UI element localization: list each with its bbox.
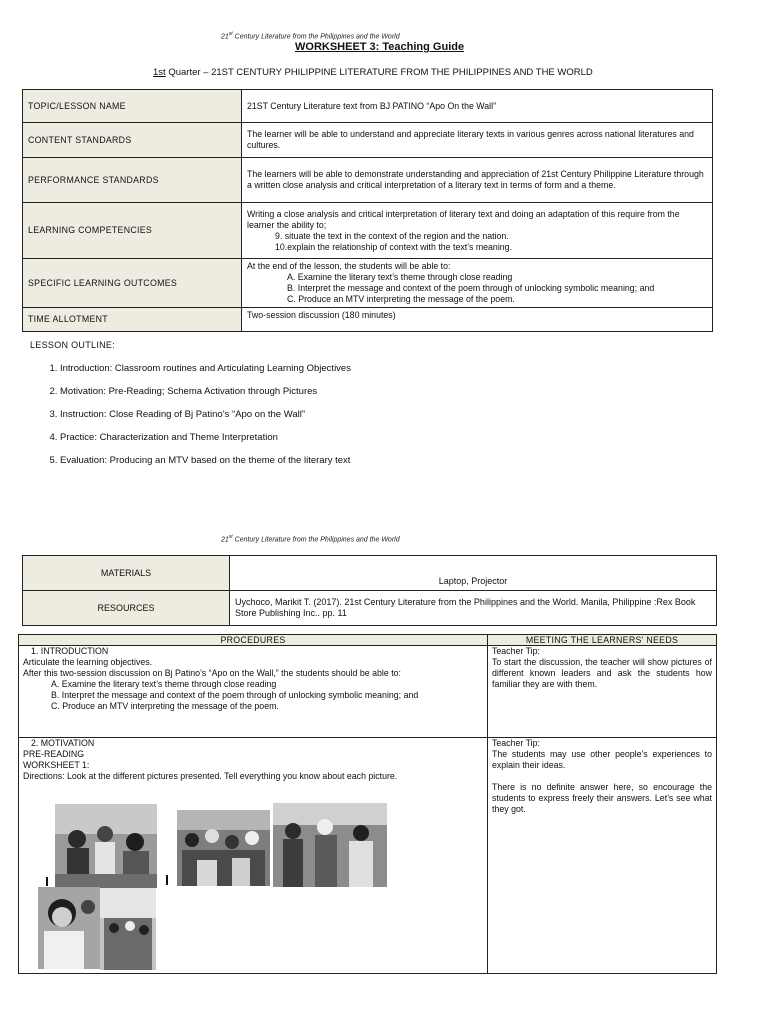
divider: [166, 875, 168, 885]
divider: [46, 877, 48, 886]
teacher-tip-text: The students may use other people’s experiences to explain their ideas.: [492, 749, 712, 770]
historical-photo: [100, 888, 156, 970]
motivation-tip-cell: [488, 738, 717, 974]
introduction-cell: [19, 646, 488, 738]
teacher-tip-label: Teacher Tip:: [492, 646, 540, 656]
row-label: SPECIFIC LEARNING OUTCOMES: [23, 259, 242, 308]
row-content: The learner will be able to understand and appreciate literary texts in various genres across national literatures and cultures.: [242, 123, 713, 158]
table-row: [23, 90, 713, 123]
photo-graphic: [55, 804, 157, 888]
teacher-tip-text: To start the discussion, the teacher will show pictures of different known leaders and ask the students how familiar they are with them.: [492, 657, 712, 689]
row-content: [242, 203, 713, 259]
row-label: PERFORMANCE STANDARDS: [23, 158, 242, 203]
running-header: 21st Century Literature from the Philippines and the World: [221, 31, 400, 41]
introduction-tip-cell: [488, 646, 717, 738]
materials-value: Laptop, Projector: [230, 556, 717, 591]
objective-item: B. Interpret the message and context of the poem through of unlocking symbolic meaning; and: [51, 690, 419, 700]
objective-item: C. Produce an MTV interpreting the message of the poem.: [51, 701, 279, 711]
historical-photo: [55, 804, 157, 888]
outcome-item: B. Interpret the message and context of the poem through of unlocking symbolic meaning; and: [287, 283, 655, 293]
procedures-header: PROCEDURES: [19, 635, 488, 646]
objective-item: A. Examine the literary text’s theme through close reading: [51, 679, 277, 689]
quarter-heading: [153, 67, 593, 78]
table-row: [23, 591, 717, 626]
list-item: 1. Introduction: Classroom routines and Articulating Learning Objectives: [60, 363, 600, 386]
resources-value: Uychoco, Marikit T. (2017). 21st Century Literature from the Philippines and the World. Manila, Philippine :Rex Book Store Publishing Inc.. pp. 11: [230, 591, 717, 626]
row-label: TIME ALLOTMENT: [23, 308, 242, 332]
pre-reading-label: PRE-READING: [23, 749, 85, 759]
table-row: [23, 203, 713, 259]
lesson-outline: [40, 363, 600, 478]
row-label: LEARNING COMPETENCIES: [23, 203, 242, 259]
table-row: [23, 308, 713, 332]
photo-graphic: [177, 810, 270, 886]
worksheet-title: WORKSHEET 3: Teaching Guide: [295, 41, 465, 53]
running-header: 21st Century Literature from the Philippines and the World: [221, 534, 400, 544]
competency-item: 10.explain the relationship of context with the text’s meaning.: [275, 241, 513, 252]
photo-graphic: [100, 888, 156, 970]
lesson-outline-title: LESSON OUTLINE:: [30, 340, 116, 350]
intro-line: Articulate the learning objectives.: [23, 657, 153, 667]
lesson-info-table: [22, 89, 713, 332]
photo-graphic: [273, 803, 387, 887]
worksheet-label: WORKSHEET 1:: [23, 760, 90, 770]
resources-label: RESOURCES: [23, 591, 230, 626]
row-content: 21ST Century Literature text from BJ PATINO “Apo On the Wall”: [242, 90, 713, 123]
table-row: [19, 635, 717, 646]
row-content: [242, 259, 713, 308]
competency-item: 9. situate the text in the context of the region and the nation.: [275, 230, 509, 241]
outcome-item: A. Examine the literary text’s theme through close reading: [287, 272, 513, 282]
historical-photo: [38, 887, 100, 969]
row-content: The learners will be able to demonstrate understanding and appreciation of 21st Century Philippine Literature through a written close analysis and critical interpretation of a literary text in terms of form and a theme.: [242, 158, 713, 203]
learners-needs-header: MEETING THE LEARNERS’ NEEDS: [488, 635, 717, 646]
list-item: 2. Motivation: Pre-Reading; Schema Activation through Pictures: [60, 386, 600, 409]
section-heading: 1. INTRODUCTION: [31, 646, 109, 656]
table-row: [19, 646, 717, 738]
teacher-tip-text: There is no definite answer here, so encourage the students to express freely their answers. Let’s see what they got.: [492, 782, 712, 814]
intro-line: After this two-session discussion on Bj Patino’s “Apo on the Wall,” the students should be able to:: [23, 668, 401, 678]
materials-label: MATERIALS: [23, 556, 230, 591]
photo-graphic: [38, 887, 100, 969]
quarter-subject: Quarter – 21ST CENTURY PHILIPPINE LITERATURE FROM THE PHILIPPINES AND THE WORLD: [165, 67, 593, 78]
competency-intro: Writing a close analysis and critical interpretation of literary text and doing an adaptation of this require from the learner the ability to;: [247, 208, 680, 230]
row-content: Two-session discussion (180 minutes): [242, 308, 713, 332]
outcome-intro: At the end of the lesson, the students will be able to:: [247, 261, 451, 271]
row-label: TOPIC/LESSON NAME: [23, 90, 242, 123]
outcome-item: C. Produce an MTV interpreting the message of the poem.: [287, 294, 515, 304]
materials-table: [22, 555, 717, 626]
list-item: 4. Practice: Characterization and Theme Interpretation: [60, 432, 600, 455]
row-label: CONTENT STANDARDS: [23, 123, 242, 158]
teacher-tip-label: Teacher Tip:: [492, 738, 540, 748]
table-row: [23, 158, 713, 203]
directions-text: Directions: Look at the different pictures presented. Tell everything you know about each picture.: [23, 771, 398, 781]
quarter-number: 1st: [153, 67, 166, 78]
list-item: 3. Instruction: Close Reading of Bj Patino’s “Apo on the Wall”: [60, 409, 600, 432]
historical-photo: [177, 810, 270, 886]
list-item: 5. Evaluation: Producing an MTV based on the theme of the literary text: [60, 455, 600, 478]
section-heading: 2. MOTIVATION: [31, 738, 95, 748]
historical-photo: [273, 803, 387, 887]
table-row: [23, 123, 713, 158]
table-row: [23, 259, 713, 308]
table-row: [23, 556, 717, 591]
